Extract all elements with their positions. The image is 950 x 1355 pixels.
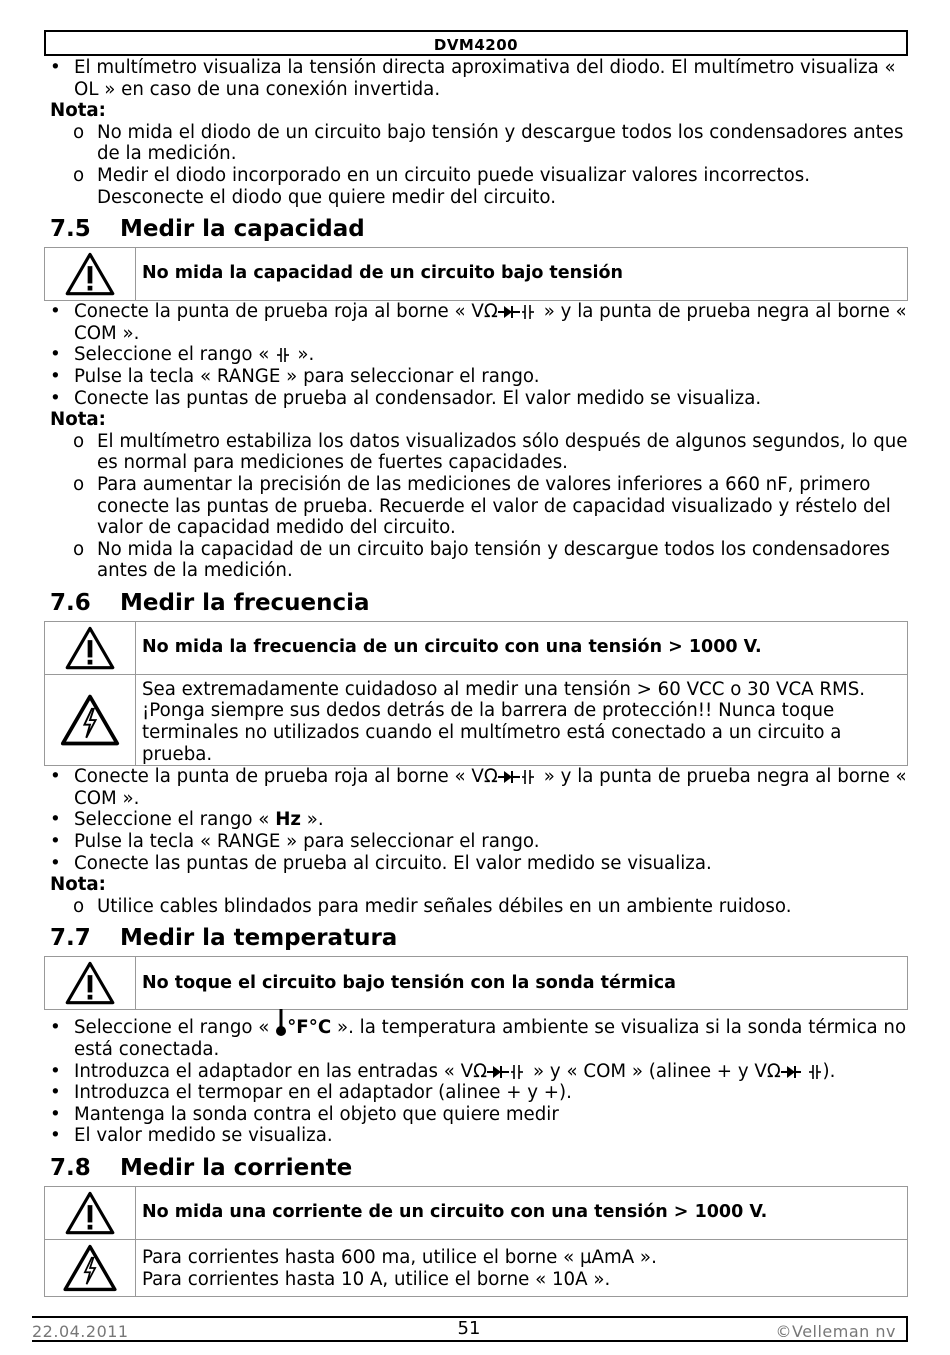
note-label: Nota: [50,100,106,122]
warning-box [44,1186,908,1297]
sub-list-item: o Para aumentar la precisión de las mediciones de valores inferiores a 660 nF, primero conecte las puntas de prueba. Recuerde el valor de capacidad visualizado y réstelo del valor de capacidad medido del circuito. [50,474,908,539]
page-number: 51 [457,1318,481,1339]
list-item: • Conecte las puntas de prueba al circuito. El valor medido se visualiza. [50,853,908,875]
thermometer-icon [275,1009,287,1037]
list-item: • Introduzca el termopar en el adaptador (alinee + y +). [50,1082,908,1104]
warning-icon [45,248,136,301]
list-item: • Conecte la punta de prueba roja al borne « VΩ » y la punta de prueba negra al borne « COM ». [50,301,908,344]
list-item: • Introduzca el adaptador en las entradas « VΩ » y « COM » (alinee + y VΩ ). [50,1061,908,1083]
diode-icon [781,1063,801,1081]
list-item: • Pulse la tecla « RANGE » para seleccionar el rango. [50,366,908,388]
warning-text: No mida una corriente de un circuito con una tensión > 1000 V. [136,1186,908,1239]
warning-box [44,621,908,766]
section-heading-7-6: 7.6 Medir la frecuencia [50,589,370,616]
sub-list-item: o Medir el diodo incorporado en un circuito puede visualizar valores incorrectos. Desconecte el diodo que quiere medir del circuito. [50,165,908,208]
warning-icon [45,621,136,674]
sub-list-item: o El multímetro estabiliza los datos visualizados sólo después de algunos segundos, lo que es normal para mediciones de fuertes capacidades. [50,431,908,474]
list-item: • Seleccione el rango « ». [50,344,908,366]
note-label: Nota: [50,409,106,431]
footer-date: 22.04.2011 [32,1322,129,1341]
sub-list-item: o No mida el diodo de un circuito bajo tensión y descargue todos los condensadores antes de la medición. [50,122,908,165]
warning-icon [45,957,136,1010]
warning-text: No toque el circuito bajo tensión con la sonda térmica [136,957,908,1010]
list-item: • Conecte las puntas de prueba al condensador. El valor medido se visualiza. [50,388,908,410]
footer-copyright: ©Velleman nv [775,1322,896,1341]
warning-icon [45,1186,136,1239]
list-item: • Seleccione el rango « Hz ». [50,809,908,831]
list-item: • Conecte la punta de prueba roja al borne « VΩ » y la punta de prueba negra al borne « COM ». [50,766,908,809]
sub-list-item: o Utilice cables blindados para medir señales débiles en un ambiente ruidoso. [50,896,908,918]
document-body [50,57,908,1297]
warning-box [44,247,908,301]
warning-text: Para corrientes hasta 600 ma, utilice el borne « µAmA ». Para corrientes hasta 10 A, utilice el borne « 10A ». [136,1239,908,1296]
page-header [44,30,908,56]
list-item: • Mantenga la sonda contra el objeto que quiere medir [50,1104,908,1126]
list-item: • Seleccione el rango « °F°C ». la temperatura ambiente se visualiza si la sonda térmica no está conectada. [50,1017,908,1060]
sub-list-item: o No mida la capacidad de un circuito bajo tensión y descargue todos los condensadores antes de la medición. [50,539,908,582]
diode-capacitor-icon [498,768,544,786]
electric-shock-icon [45,1239,136,1296]
capacitor-icon [272,346,294,364]
warning-text: No mida la capacidad de un circuito bajo tensión [136,248,908,301]
note-label: Nota: [50,874,106,896]
document-title: DVM4200 [433,36,519,54]
list-item: • El valor medido se visualiza. [50,1125,908,1147]
section-heading-7-7: 7.7 Medir la temperatura [50,925,398,952]
section-heading-7-8: 7.8 Medir la corriente [50,1154,353,1181]
warning-box [44,956,908,1010]
list-item: • Pulse la tecla « RANGE » para seleccionar el rango. [50,831,908,853]
list-item: • El multímetro visualiza la tensión directa aproximativa del diodo. El multímetro visualiza « OL » en caso de una conexión invertida. [50,57,908,100]
diode-capacitor-icon [498,303,544,321]
electric-shock-icon [45,674,136,765]
page-footer [32,1316,908,1342]
section-heading-7-5: 7.5 Medir la capacidad [50,216,365,243]
warning-text: Sea extremadamente cuidadoso al medir una tensión > 60 VCC o 30 VCA RMS. ¡Ponga siempre sus dedos detrás de la barrera de protección!! Nunca toque terminales no utilizados cuando el multímetro está conectado a un circuito a prueba. [136,674,908,765]
capacitor-icon [807,1063,823,1081]
warning-text: No mida la frecuencia de un circuito con una tensión > 1000 V. [136,621,908,674]
diode-capacitor-icon [487,1063,533,1081]
